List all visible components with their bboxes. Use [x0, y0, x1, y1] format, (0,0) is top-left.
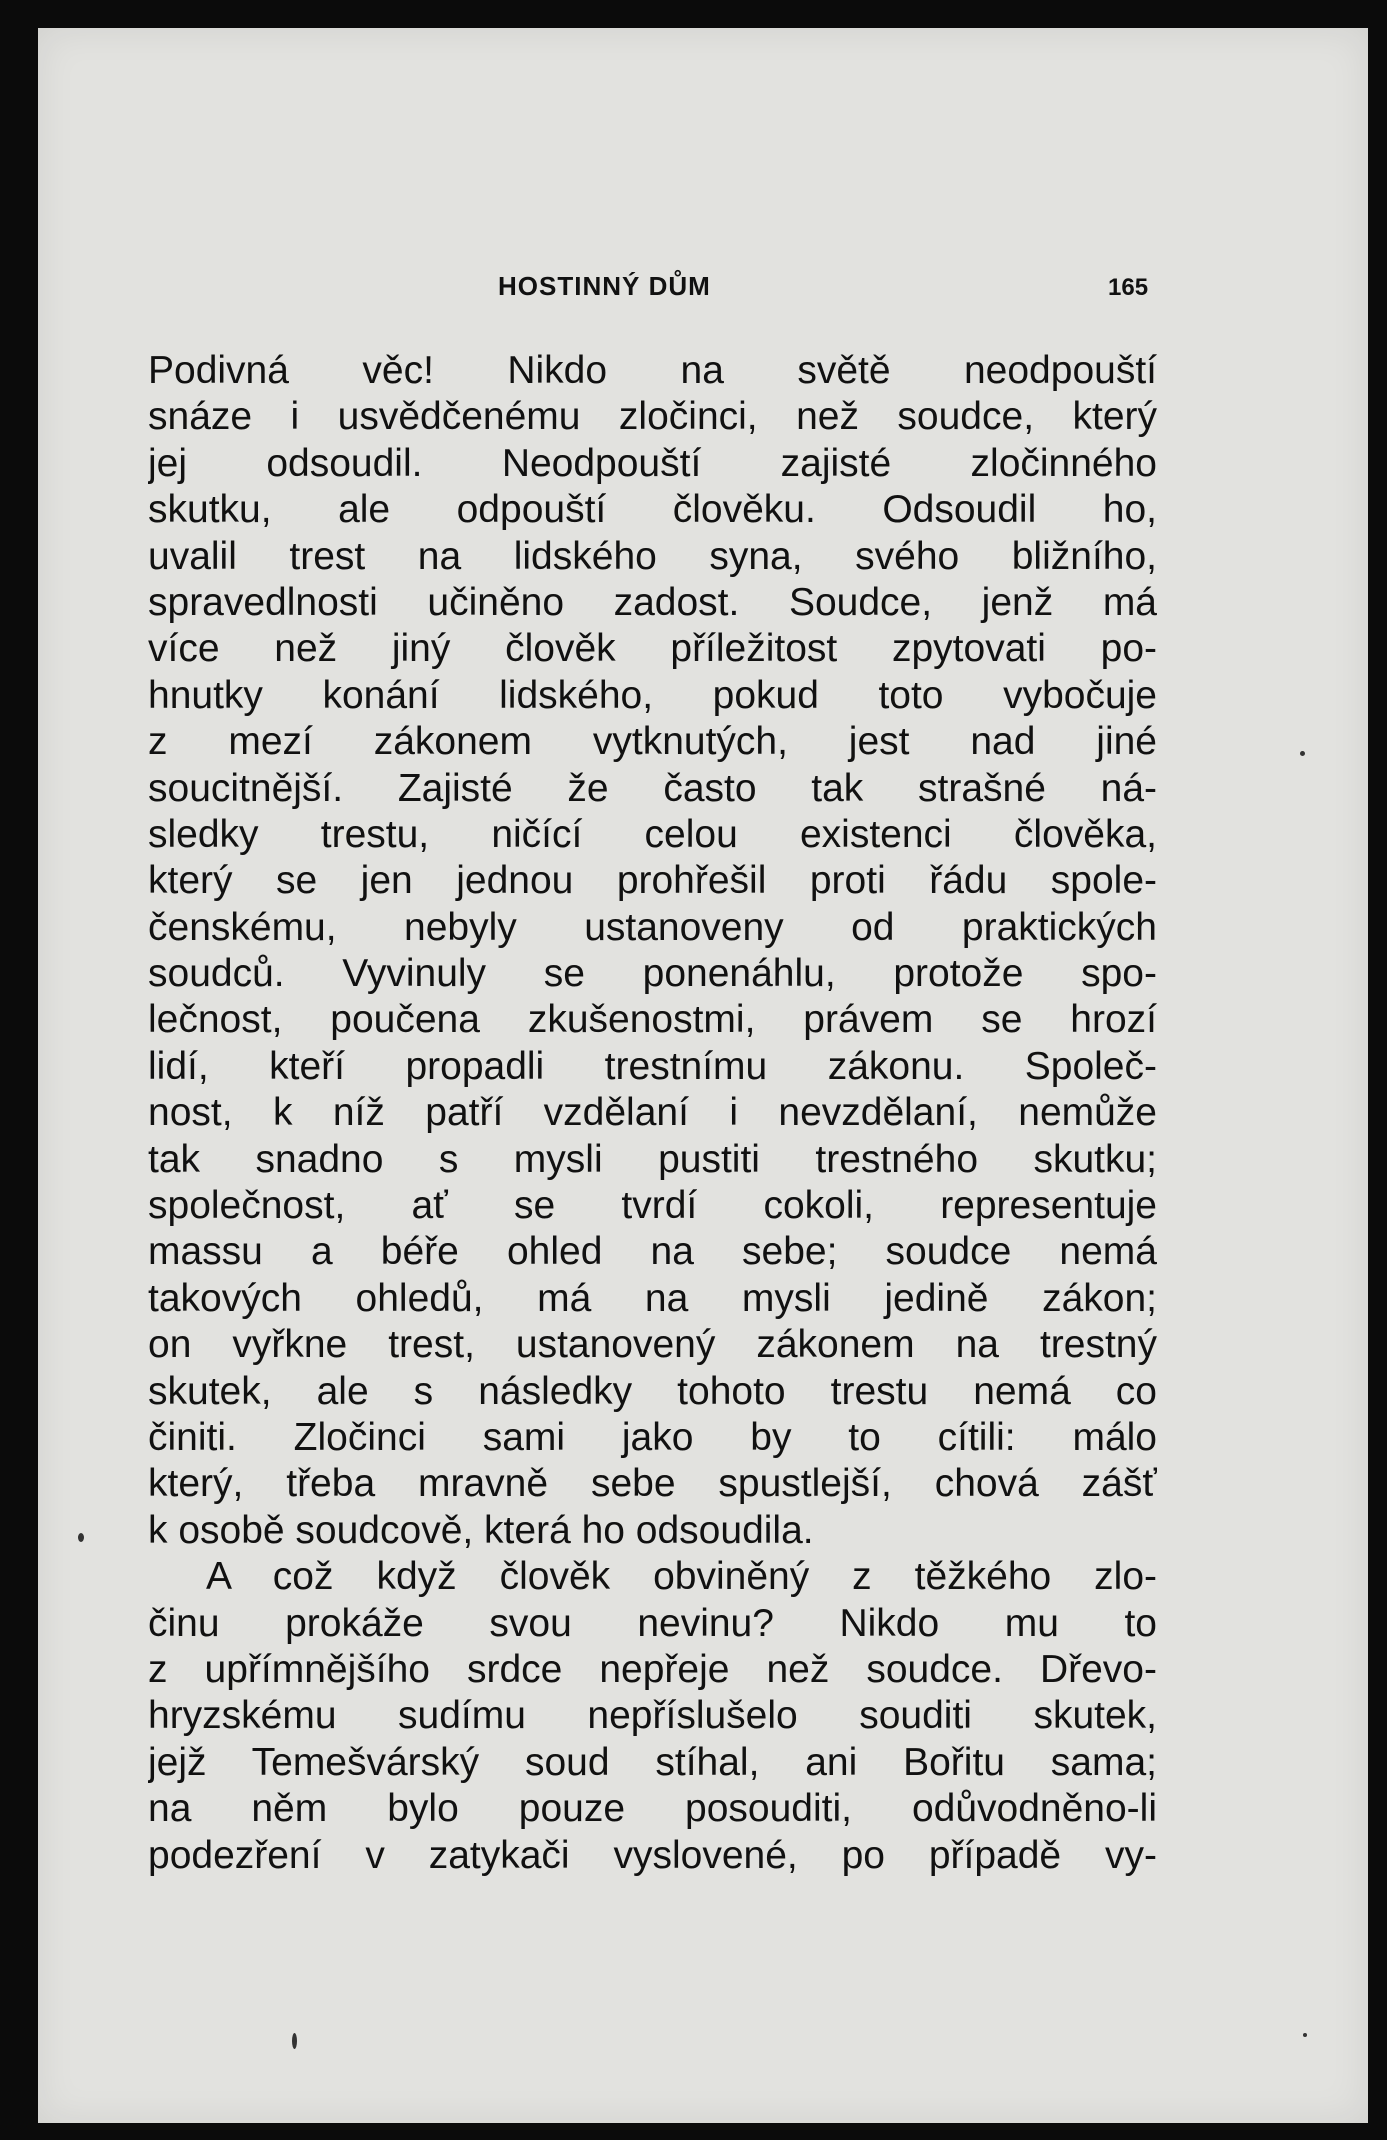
book-page — [38, 28, 1368, 2123]
text-line: činu prokáže svou nevinu? Nikdo mu to — [148, 1601, 1157, 1645]
scan-speck — [292, 2033, 297, 2049]
text-line: massu a béře ohled na sebe; soudce nemá — [148, 1230, 1157, 1274]
text-line: hryzskému sudímu nepříslušelo souditi skutek, — [148, 1694, 1157, 1738]
text-line: spravedlnosti učiněno zadost. Soudce, jenž má — [148, 580, 1157, 624]
text-line: z upřímnějšího srdce nepřeje než soudce. Dřevo- — [148, 1647, 1157, 1691]
body-text — [148, 348, 1157, 1879]
text-line: společnost, ať se tvrdí cokoli, representuje — [148, 1184, 1157, 1228]
text-line: soudců. Vyvinuly se ponenáhlu, protože spo- — [148, 952, 1157, 996]
text-line: jej odsoudil. Neodpouští zajisté zločinného — [148, 441, 1157, 485]
text-line: skutek, ale s následky tohoto trestu nemá co — [148, 1369, 1157, 1413]
text-line: na něm bylo pouze posouditi, odůvodněno-li — [148, 1787, 1157, 1831]
text-line: sledky trestu, ničící celou existenci člověka, — [148, 812, 1157, 856]
text-line: nost, k níž patří vzdělaní i nevzdělaní, nemůže — [148, 1091, 1157, 1135]
scan-speck — [1300, 751, 1305, 756]
page-header — [38, 271, 1368, 311]
text-line: činiti. Zločinci sami jako by to cítili: málo — [148, 1415, 1157, 1459]
text-line: uvalil trest na lidského syna, svého bližního, — [148, 534, 1157, 578]
text-line: lidí, kteří propadli trestnímu zákonu. Společ- — [148, 1044, 1157, 1088]
text-line: soucitnější. Zajisté že často tak strašné ná- — [148, 766, 1157, 810]
text-line: Podivná věc! Nikdo na světě neodpouští — [148, 349, 1157, 392]
scan-speck — [78, 1533, 84, 1542]
text-line: takových ohledů, má na mysli jedině zákon; — [148, 1276, 1157, 1320]
text-line: který se jen jednou prohřešil proti řádu spole- — [148, 859, 1157, 903]
scan-speck — [1303, 2033, 1307, 2037]
text-line: hnutky konání lidského, pokud toto vybočuje — [148, 673, 1157, 717]
text-line: skutku, ale odpouští člověku. Odsoudil ho, — [148, 488, 1157, 532]
text-line: více než jiný člověk příležitost zpytovati po- — [148, 627, 1157, 671]
text-line: jejž Temešvárský soud stíhal, ani Bořitu sama; — [148, 1740, 1157, 1784]
text-line: podezření v zatykači vyslovené, po případě vy- — [148, 1833, 1157, 1877]
text-line-paragraph-end: k osobě soudcově, která ho odsoudila. — [148, 1508, 814, 1552]
running-title: HOSTINNÝ DŮM — [498, 271, 711, 301]
text-line-paragraph-start: A což když člověk obviněný z těžkého zlo- — [206, 1555, 1157, 1599]
text-line: on vyřkne trest, ustanovený zákonem na trestný — [148, 1323, 1157, 1367]
text-line: lečnost, poučena zkušenostmi, právem se hrozí — [148, 998, 1157, 1042]
text-line: snáze i usvědčenému zločinci, než soudce, který — [148, 395, 1157, 439]
text-line: který, třeba mravně sebe spustlejší, chová zášť — [148, 1462, 1157, 1506]
text-line: čenskému, nebyly ustanoveny od praktických — [148, 905, 1157, 949]
page-number: 165 — [1108, 274, 1149, 301]
text-line: tak snadno s mysli pustiti trestného skutku; — [148, 1137, 1157, 1181]
text-line: z mezí zákonem vytknutých, jest nad jiné — [148, 720, 1157, 764]
